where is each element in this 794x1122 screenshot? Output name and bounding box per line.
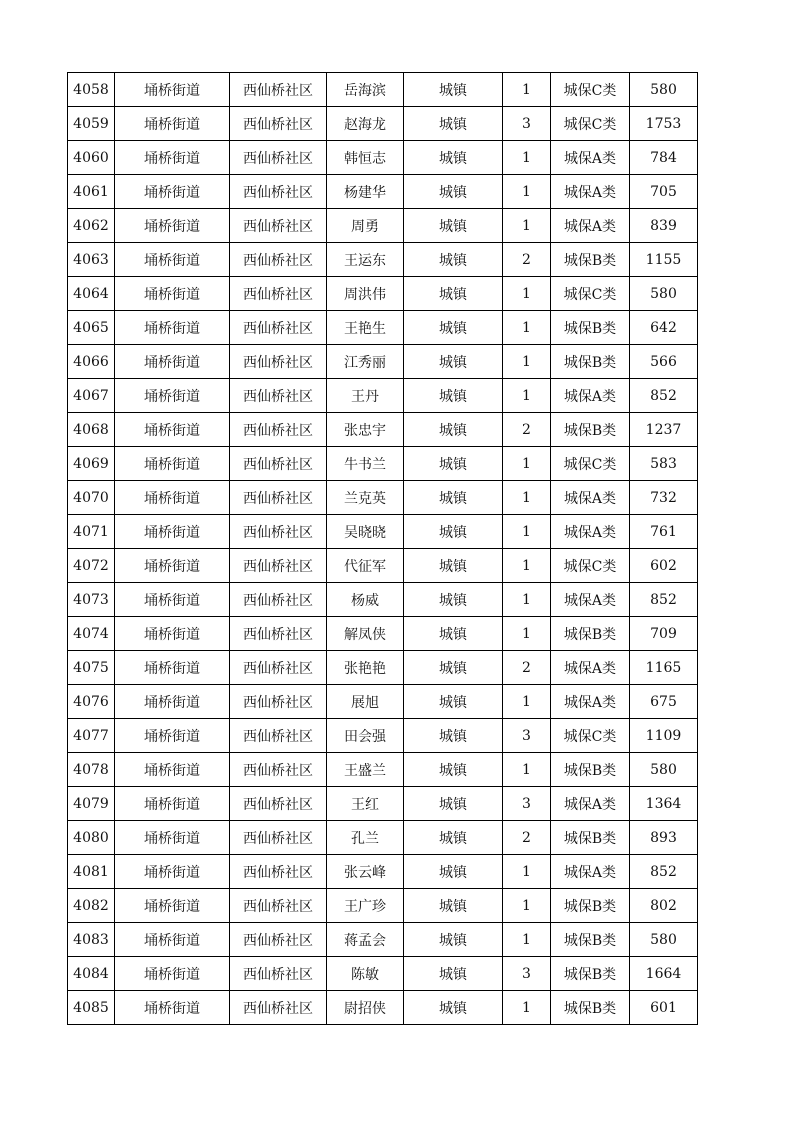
cell-community: 西仙桥社区 bbox=[230, 175, 327, 209]
cell-street: 埇桥街道 bbox=[115, 617, 230, 651]
cell-community: 西仙桥社区 bbox=[230, 991, 327, 1025]
cell-name: 江秀丽 bbox=[327, 345, 404, 379]
cell-amount: 839 bbox=[630, 209, 698, 243]
cell-name: 解凤侠 bbox=[327, 617, 404, 651]
table-row bbox=[68, 583, 698, 617]
cell-community: 西仙桥社区 bbox=[230, 719, 327, 753]
cell-id: 4068 bbox=[68, 413, 115, 447]
cell-count: 2 bbox=[503, 413, 551, 447]
cell-count: 2 bbox=[503, 821, 551, 855]
table-row bbox=[68, 209, 698, 243]
cell-amount: 1109 bbox=[630, 719, 698, 753]
cell-count: 3 bbox=[503, 719, 551, 753]
table-row bbox=[68, 107, 698, 141]
cell-type: 城镇 bbox=[404, 685, 503, 719]
cell-amount: 566 bbox=[630, 345, 698, 379]
cell-id: 4064 bbox=[68, 277, 115, 311]
cell-category: 城保C类 bbox=[551, 719, 630, 753]
cell-name: 张忠宇 bbox=[327, 413, 404, 447]
cell-name: 王盛兰 bbox=[327, 753, 404, 787]
cell-category: 城保B类 bbox=[551, 617, 630, 651]
cell-street: 埇桥街道 bbox=[115, 991, 230, 1025]
cell-count: 2 bbox=[503, 243, 551, 277]
cell-count: 1 bbox=[503, 753, 551, 787]
cell-count: 1 bbox=[503, 515, 551, 549]
cell-category: 城保C类 bbox=[551, 549, 630, 583]
cell-street: 埇桥街道 bbox=[115, 821, 230, 855]
cell-name: 赵海龙 bbox=[327, 107, 404, 141]
cell-count: 1 bbox=[503, 141, 551, 175]
cell-amount: 642 bbox=[630, 311, 698, 345]
cell-type: 城镇 bbox=[404, 515, 503, 549]
cell-id: 4059 bbox=[68, 107, 115, 141]
cell-type: 城镇 bbox=[404, 923, 503, 957]
cell-type: 城镇 bbox=[404, 311, 503, 345]
cell-count: 1 bbox=[503, 991, 551, 1025]
cell-type: 城镇 bbox=[404, 787, 503, 821]
cell-id: 4080 bbox=[68, 821, 115, 855]
cell-street: 埇桥街道 bbox=[115, 651, 230, 685]
cell-name: 牛书兰 bbox=[327, 447, 404, 481]
cell-name: 岳海滨 bbox=[327, 73, 404, 107]
table-row bbox=[68, 345, 698, 379]
cell-community: 西仙桥社区 bbox=[230, 277, 327, 311]
cell-type: 城镇 bbox=[404, 617, 503, 651]
cell-street: 埇桥街道 bbox=[115, 345, 230, 379]
cell-community: 西仙桥社区 bbox=[230, 107, 327, 141]
table-row bbox=[68, 549, 698, 583]
cell-community: 西仙桥社区 bbox=[230, 447, 327, 481]
cell-category: 城保A类 bbox=[551, 855, 630, 889]
cell-street: 埇桥街道 bbox=[115, 311, 230, 345]
cell-amount: 1237 bbox=[630, 413, 698, 447]
cell-street: 埇桥街道 bbox=[115, 73, 230, 107]
table-row bbox=[68, 923, 698, 957]
cell-name: 展旭 bbox=[327, 685, 404, 719]
cell-amount: 852 bbox=[630, 379, 698, 413]
table-row bbox=[68, 413, 698, 447]
table-row bbox=[68, 481, 698, 515]
cell-count: 1 bbox=[503, 277, 551, 311]
cell-type: 城镇 bbox=[404, 753, 503, 787]
cell-type: 城镇 bbox=[404, 345, 503, 379]
cell-category: 城保A类 bbox=[551, 379, 630, 413]
cell-type: 城镇 bbox=[404, 583, 503, 617]
cell-street: 埇桥街道 bbox=[115, 957, 230, 991]
cell-category: 城保A类 bbox=[551, 685, 630, 719]
cell-category: 城保A类 bbox=[551, 583, 630, 617]
cell-count: 3 bbox=[503, 957, 551, 991]
cell-id: 4081 bbox=[68, 855, 115, 889]
table-row bbox=[68, 175, 698, 209]
cell-street: 埇桥街道 bbox=[115, 209, 230, 243]
cell-name: 张艳艳 bbox=[327, 651, 404, 685]
cell-count: 1 bbox=[503, 73, 551, 107]
cell-name: 代征军 bbox=[327, 549, 404, 583]
cell-category: 城保B类 bbox=[551, 889, 630, 923]
cell-community: 西仙桥社区 bbox=[230, 583, 327, 617]
cell-amount: 675 bbox=[630, 685, 698, 719]
cell-id: 4076 bbox=[68, 685, 115, 719]
table-row bbox=[68, 651, 698, 685]
cell-id: 4075 bbox=[68, 651, 115, 685]
cell-street: 埇桥街道 bbox=[115, 719, 230, 753]
cell-type: 城镇 bbox=[404, 413, 503, 447]
cell-id: 4070 bbox=[68, 481, 115, 515]
cell-category: 城保A类 bbox=[551, 515, 630, 549]
cell-id: 4066 bbox=[68, 345, 115, 379]
cell-community: 西仙桥社区 bbox=[230, 515, 327, 549]
cell-amount: 580 bbox=[630, 277, 698, 311]
cell-id: 4067 bbox=[68, 379, 115, 413]
cell-street: 埇桥街道 bbox=[115, 277, 230, 311]
cell-community: 西仙桥社区 bbox=[230, 73, 327, 107]
cell-count: 3 bbox=[503, 107, 551, 141]
table-row bbox=[68, 855, 698, 889]
cell-street: 埇桥街道 bbox=[115, 685, 230, 719]
table-row bbox=[68, 311, 698, 345]
cell-community: 西仙桥社区 bbox=[230, 787, 327, 821]
table-row bbox=[68, 379, 698, 413]
cell-count: 1 bbox=[503, 175, 551, 209]
cell-type: 城镇 bbox=[404, 141, 503, 175]
cell-name: 王运东 bbox=[327, 243, 404, 277]
cell-amount: 705 bbox=[630, 175, 698, 209]
cell-category: 城保B类 bbox=[551, 753, 630, 787]
cell-amount: 802 bbox=[630, 889, 698, 923]
cell-amount: 852 bbox=[630, 855, 698, 889]
cell-type: 城镇 bbox=[404, 889, 503, 923]
cell-type: 城镇 bbox=[404, 719, 503, 753]
cell-amount: 583 bbox=[630, 447, 698, 481]
cell-category: 城保B类 bbox=[551, 923, 630, 957]
cell-id: 4069 bbox=[68, 447, 115, 481]
cell-category: 城保B类 bbox=[551, 243, 630, 277]
cell-amount: 1155 bbox=[630, 243, 698, 277]
cell-id: 4073 bbox=[68, 583, 115, 617]
cell-count: 1 bbox=[503, 889, 551, 923]
cell-count: 1 bbox=[503, 209, 551, 243]
cell-name: 兰克英 bbox=[327, 481, 404, 515]
cell-type: 城镇 bbox=[404, 73, 503, 107]
cell-name: 韩恒志 bbox=[327, 141, 404, 175]
cell-type: 城镇 bbox=[404, 991, 503, 1025]
cell-amount: 852 bbox=[630, 583, 698, 617]
cell-name: 王艳生 bbox=[327, 311, 404, 345]
table-row bbox=[68, 787, 698, 821]
cell-street: 埇桥街道 bbox=[115, 481, 230, 515]
cell-street: 埇桥街道 bbox=[115, 855, 230, 889]
cell-street: 埇桥街道 bbox=[115, 787, 230, 821]
cell-category: 城保C类 bbox=[551, 73, 630, 107]
cell-community: 西仙桥社区 bbox=[230, 549, 327, 583]
cell-amount: 1165 bbox=[630, 651, 698, 685]
cell-id: 4078 bbox=[68, 753, 115, 787]
cell-id: 4058 bbox=[68, 73, 115, 107]
cell-community: 西仙桥社区 bbox=[230, 651, 327, 685]
table-row bbox=[68, 889, 698, 923]
table-row bbox=[68, 73, 698, 107]
cell-community: 西仙桥社区 bbox=[230, 379, 327, 413]
table-row bbox=[68, 991, 698, 1025]
cell-type: 城镇 bbox=[404, 107, 503, 141]
cell-category: 城保A类 bbox=[551, 481, 630, 515]
cell-amount: 893 bbox=[630, 821, 698, 855]
cell-street: 埇桥街道 bbox=[115, 889, 230, 923]
cell-category: 城保B类 bbox=[551, 311, 630, 345]
cell-category: 城保B类 bbox=[551, 821, 630, 855]
table-row bbox=[68, 719, 698, 753]
cell-amount: 732 bbox=[630, 481, 698, 515]
cell-community: 西仙桥社区 bbox=[230, 481, 327, 515]
cell-category: 城保C类 bbox=[551, 447, 630, 481]
cell-type: 城镇 bbox=[404, 549, 503, 583]
cell-street: 埇桥街道 bbox=[115, 753, 230, 787]
cell-community: 西仙桥社区 bbox=[230, 311, 327, 345]
table-row bbox=[68, 617, 698, 651]
cell-amount: 601 bbox=[630, 991, 698, 1025]
cell-amount: 761 bbox=[630, 515, 698, 549]
cell-category: 城保A类 bbox=[551, 175, 630, 209]
cell-count: 1 bbox=[503, 379, 551, 413]
cell-type: 城镇 bbox=[404, 651, 503, 685]
cell-category: 城保B类 bbox=[551, 957, 630, 991]
cell-count: 1 bbox=[503, 311, 551, 345]
cell-amount: 580 bbox=[630, 753, 698, 787]
cell-type: 城镇 bbox=[404, 175, 503, 209]
table-row bbox=[68, 821, 698, 855]
cell-count: 1 bbox=[503, 447, 551, 481]
cell-count: 1 bbox=[503, 549, 551, 583]
cell-community: 西仙桥社区 bbox=[230, 855, 327, 889]
cell-name: 杨威 bbox=[327, 583, 404, 617]
cell-amount: 580 bbox=[630, 73, 698, 107]
table-body bbox=[68, 73, 698, 1025]
cell-community: 西仙桥社区 bbox=[230, 957, 327, 991]
cell-count: 1 bbox=[503, 923, 551, 957]
cell-name: 周勇 bbox=[327, 209, 404, 243]
cell-name: 王红 bbox=[327, 787, 404, 821]
cell-category: 城保C类 bbox=[551, 107, 630, 141]
cell-type: 城镇 bbox=[404, 243, 503, 277]
cell-type: 城镇 bbox=[404, 379, 503, 413]
data-table bbox=[67, 72, 698, 1025]
cell-name: 田会强 bbox=[327, 719, 404, 753]
cell-category: 城保B类 bbox=[551, 345, 630, 379]
cell-community: 西仙桥社区 bbox=[230, 617, 327, 651]
cell-type: 城镇 bbox=[404, 447, 503, 481]
cell-amount: 1664 bbox=[630, 957, 698, 991]
cell-count: 1 bbox=[503, 685, 551, 719]
cell-street: 埇桥街道 bbox=[115, 141, 230, 175]
cell-type: 城镇 bbox=[404, 209, 503, 243]
cell-amount: 580 bbox=[630, 923, 698, 957]
cell-count: 3 bbox=[503, 787, 551, 821]
cell-count: 2 bbox=[503, 651, 551, 685]
cell-street: 埇桥街道 bbox=[115, 447, 230, 481]
cell-name: 陈敏 bbox=[327, 957, 404, 991]
cell-count: 1 bbox=[503, 855, 551, 889]
cell-count: 1 bbox=[503, 345, 551, 379]
cell-name: 王丹 bbox=[327, 379, 404, 413]
cell-street: 埇桥街道 bbox=[115, 549, 230, 583]
cell-street: 埇桥街道 bbox=[115, 379, 230, 413]
cell-category: 城保A类 bbox=[551, 651, 630, 685]
cell-id: 4083 bbox=[68, 923, 115, 957]
table-row bbox=[68, 277, 698, 311]
cell-street: 埇桥街道 bbox=[115, 515, 230, 549]
cell-street: 埇桥街道 bbox=[115, 175, 230, 209]
cell-id: 4071 bbox=[68, 515, 115, 549]
cell-name: 蒋孟会 bbox=[327, 923, 404, 957]
cell-street: 埇桥街道 bbox=[115, 107, 230, 141]
cell-community: 西仙桥社区 bbox=[230, 413, 327, 447]
cell-category: 城保C类 bbox=[551, 277, 630, 311]
cell-name: 吴晓晓 bbox=[327, 515, 404, 549]
cell-amount: 602 bbox=[630, 549, 698, 583]
table-row bbox=[68, 515, 698, 549]
table-row bbox=[68, 685, 698, 719]
table-row bbox=[68, 243, 698, 277]
cell-count: 1 bbox=[503, 617, 551, 651]
cell-id: 4074 bbox=[68, 617, 115, 651]
cell-community: 西仙桥社区 bbox=[230, 821, 327, 855]
cell-id: 4065 bbox=[68, 311, 115, 345]
cell-type: 城镇 bbox=[404, 277, 503, 311]
cell-id: 4082 bbox=[68, 889, 115, 923]
cell-name: 孔兰 bbox=[327, 821, 404, 855]
cell-amount: 784 bbox=[630, 141, 698, 175]
cell-community: 西仙桥社区 bbox=[230, 141, 327, 175]
cell-type: 城镇 bbox=[404, 855, 503, 889]
cell-amount: 1753 bbox=[630, 107, 698, 141]
cell-count: 1 bbox=[503, 583, 551, 617]
cell-id: 4084 bbox=[68, 957, 115, 991]
cell-amount: 709 bbox=[630, 617, 698, 651]
cell-category: 城保B类 bbox=[551, 413, 630, 447]
cell-community: 西仙桥社区 bbox=[230, 685, 327, 719]
cell-street: 埇桥街道 bbox=[115, 923, 230, 957]
cell-name: 杨建华 bbox=[327, 175, 404, 209]
cell-id: 4063 bbox=[68, 243, 115, 277]
cell-id: 4079 bbox=[68, 787, 115, 821]
cell-category: 城保A类 bbox=[551, 141, 630, 175]
table-row bbox=[68, 957, 698, 991]
cell-community: 西仙桥社区 bbox=[230, 345, 327, 379]
cell-community: 西仙桥社区 bbox=[230, 923, 327, 957]
cell-type: 城镇 bbox=[404, 821, 503, 855]
cell-category: 城保A类 bbox=[551, 787, 630, 821]
cell-name: 王广珍 bbox=[327, 889, 404, 923]
cell-name: 周洪伟 bbox=[327, 277, 404, 311]
cell-id: 4060 bbox=[68, 141, 115, 175]
cell-category: 城保A类 bbox=[551, 209, 630, 243]
cell-amount: 1364 bbox=[630, 787, 698, 821]
cell-type: 城镇 bbox=[404, 481, 503, 515]
cell-community: 西仙桥社区 bbox=[230, 753, 327, 787]
cell-id: 4062 bbox=[68, 209, 115, 243]
cell-category: 城保B类 bbox=[551, 991, 630, 1025]
cell-id: 4077 bbox=[68, 719, 115, 753]
table-row bbox=[68, 141, 698, 175]
cell-community: 西仙桥社区 bbox=[230, 243, 327, 277]
cell-type: 城镇 bbox=[404, 957, 503, 991]
cell-community: 西仙桥社区 bbox=[230, 889, 327, 923]
cell-street: 埇桥街道 bbox=[115, 583, 230, 617]
cell-id: 4085 bbox=[68, 991, 115, 1025]
cell-community: 西仙桥社区 bbox=[230, 209, 327, 243]
cell-name: 张云峰 bbox=[327, 855, 404, 889]
cell-count: 1 bbox=[503, 481, 551, 515]
cell-id: 4072 bbox=[68, 549, 115, 583]
table-row bbox=[68, 447, 698, 481]
cell-id: 4061 bbox=[68, 175, 115, 209]
cell-name: 尉招侠 bbox=[327, 991, 404, 1025]
cell-street: 埇桥街道 bbox=[115, 243, 230, 277]
cell-street: 埇桥街道 bbox=[115, 413, 230, 447]
table-row bbox=[68, 753, 698, 787]
